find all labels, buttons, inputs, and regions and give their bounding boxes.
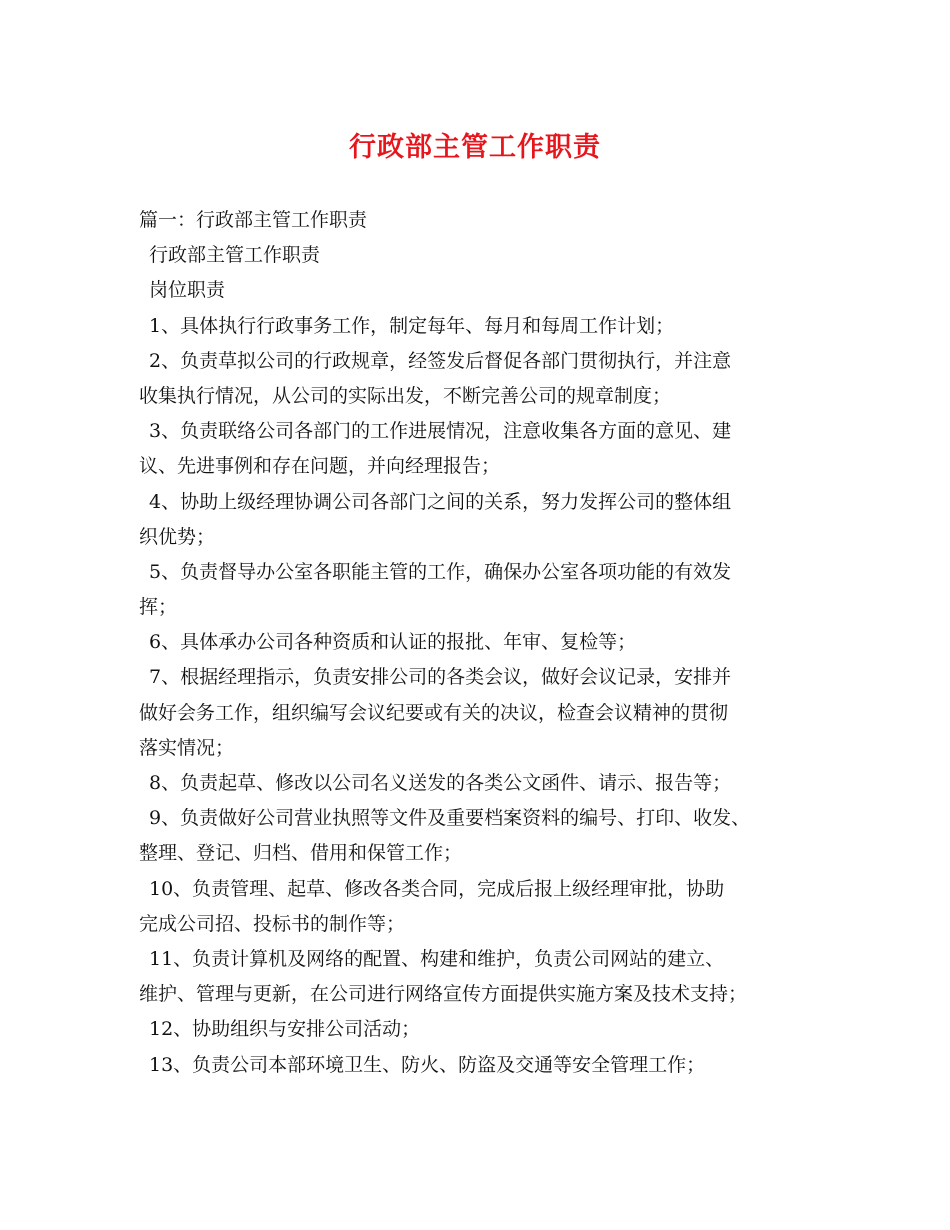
document-body	[139, 203, 829, 1083]
subheading: 行政部主管工作职责	[149, 244, 321, 267]
paragraph-line: 4、协助上级经理协调公司各部门之间的关系，努力发挥公司的整体组	[149, 490, 732, 513]
paragraph-line: 2、负责草拟公司的行政规章，经签发后督促各部门贯彻执行，并注意	[149, 349, 732, 372]
paragraph-line: 5、负责督导办公室各职能主管的工作，确保办公室各项功能的有效发	[149, 560, 732, 583]
paragraph-line: 11、负责计算机及网络的配置、构建和维护，负责公司网站的建立、	[149, 947, 725, 970]
paragraph-line: 7、根据经理指示，负责安排公司的各类会议，做好会议记录，安排并	[149, 666, 732, 689]
paragraph-line: 整理、登记、归档、借用和保管工作；	[139, 842, 463, 865]
section-heading: 篇一：行政部主管工作职责	[139, 209, 368, 231]
paragraph-line: 12、协助组织与安排公司活动；	[149, 1018, 421, 1041]
paragraph-line: 落实情况；	[139, 736, 235, 759]
paragraph-line: 收集执行情况，从公司的实际出发，不断完善公司的规章制度；	[139, 384, 672, 407]
paragraph-line: 8、负责起草、修改以公司名义送发的各类公文函件、请示、报告等；	[149, 772, 732, 794]
subheading: 岗位职责	[149, 279, 226, 302]
paragraph-line: 议、先进事例和存在问题，并向经理报告；	[139, 455, 501, 478]
paragraph-line: 6、具体承办公司各种资质和认证的报批、年审、复检等；	[149, 631, 637, 654]
paragraph-line: 维护、管理与更新，在公司进行网络宣传方面提供实施方案及技术支持；	[139, 983, 748, 1006]
paragraph-line: 10、负责管理、起草、修改各类合同，完成后报上级经理审批，协助	[149, 877, 725, 900]
paragraph-line: 挥；	[139, 596, 178, 619]
paragraph-line: 9、负责做好公司营业执照等文件及重要档案资料的编号、打印、收发、	[149, 807, 751, 830]
document-title: 行政部主管工作职责	[349, 132, 601, 163]
paragraph-line: 织优势；	[139, 525, 216, 548]
paragraph-line: 完成公司招、投标书的制作等；	[139, 912, 406, 935]
paragraph-line: 3、负责联络公司各部门的工作进展情况，注意收集各方面的意见、建	[149, 420, 732, 443]
paragraph-line: 1、具体执行行政事务工作，制定每年、每月和每周工作计划；	[149, 314, 675, 337]
paragraph-line: 做好会务工作，组织编写会议纪要或有关的决议，检查会议精神的贯彻	[139, 701, 729, 724]
paragraph-line: 13、负责公司本部环境卫生、防火、防盗及交通等安全管理工作；	[149, 1053, 706, 1076]
